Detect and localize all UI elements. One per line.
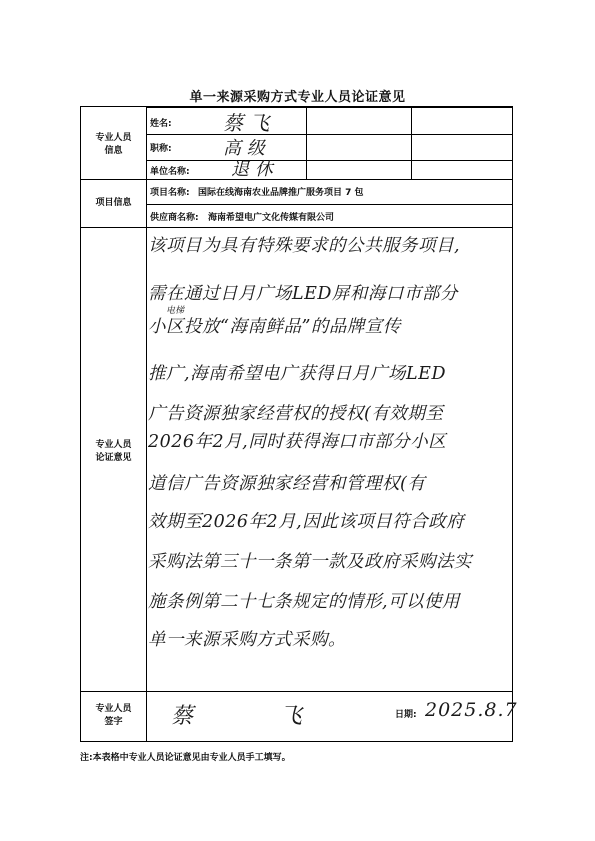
- supplier-value: 海南希望电广文化传媒有限公司: [208, 213, 335, 223]
- divider: [146, 107, 147, 741]
- date-label: 日期:: [395, 710, 417, 720]
- divider: [146, 160, 512, 161]
- opinion-line: 道信广告资源独家经营和管理权(有: [148, 474, 426, 494]
- unit-name-value: 退 休: [231, 159, 273, 180]
- project-section-label: 项目信息: [95, 198, 132, 208]
- signature: 蔡 飞: [171, 704, 342, 729]
- project-name-label: 项目名称:: [150, 188, 190, 198]
- opinion-line: 小区投放“海南鲜品”的品牌宣传: [148, 317, 401, 337]
- document-title: 单一来源采购方式专业人员论证意见: [189, 90, 406, 105]
- info-section-label: 专业人员 信息: [95, 133, 132, 156]
- divider: [411, 107, 412, 179]
- insert-note: 电梯: [166, 306, 185, 316]
- signature-section-label: 专业人员 签字: [95, 704, 132, 727]
- opinion-line: 2026年2月,同时获得海口市部分小区: [148, 432, 447, 452]
- date-value: 2025.8.7: [425, 699, 518, 721]
- opinion-line: 广告资源独家经营权的授权(有效期至: [148, 404, 444, 424]
- job-title-value: 高 级: [223, 138, 265, 159]
- divider: [146, 204, 512, 205]
- opinion-line: 单一来源采购方式采购。: [148, 630, 346, 650]
- opinion-line: 施条例第二十七条规定的情形,可以使用: [148, 592, 461, 612]
- name-label: 姓名:: [150, 119, 172, 129]
- divider: [146, 107, 512, 108]
- divider: [146, 134, 512, 135]
- supplier-label: 供应商名称:: [150, 213, 199, 223]
- opinion-line: 该项目为具有特殊要求的公共服务项目,: [148, 236, 461, 256]
- footnote: 注:本表格中专业人员论证意见由专业人员手工填写。: [80, 753, 291, 763]
- opinion-line: 效期至2026年2月,因此该项目符合政府: [148, 512, 465, 532]
- opinion-line: 推广,海南希望电广获得日月广场LED: [148, 364, 446, 384]
- opinion-line: 采购法第三十一条第一款及政府采购法实: [148, 552, 472, 572]
- job-title-label: 职称:: [150, 144, 172, 154]
- name-value: 蔡 飞: [223, 111, 270, 135]
- opinion-line: 需在通过日月广场LED屏和海口市部分: [148, 284, 458, 304]
- opinion-section-label: 专业人员 论证意见: [95, 440, 132, 463]
- unit-name-label: 单位名称:: [150, 167, 190, 177]
- divider: [306, 107, 307, 179]
- project-name-value: 国际在线海南农业品牌推广服务项目 7 包: [198, 188, 364, 198]
